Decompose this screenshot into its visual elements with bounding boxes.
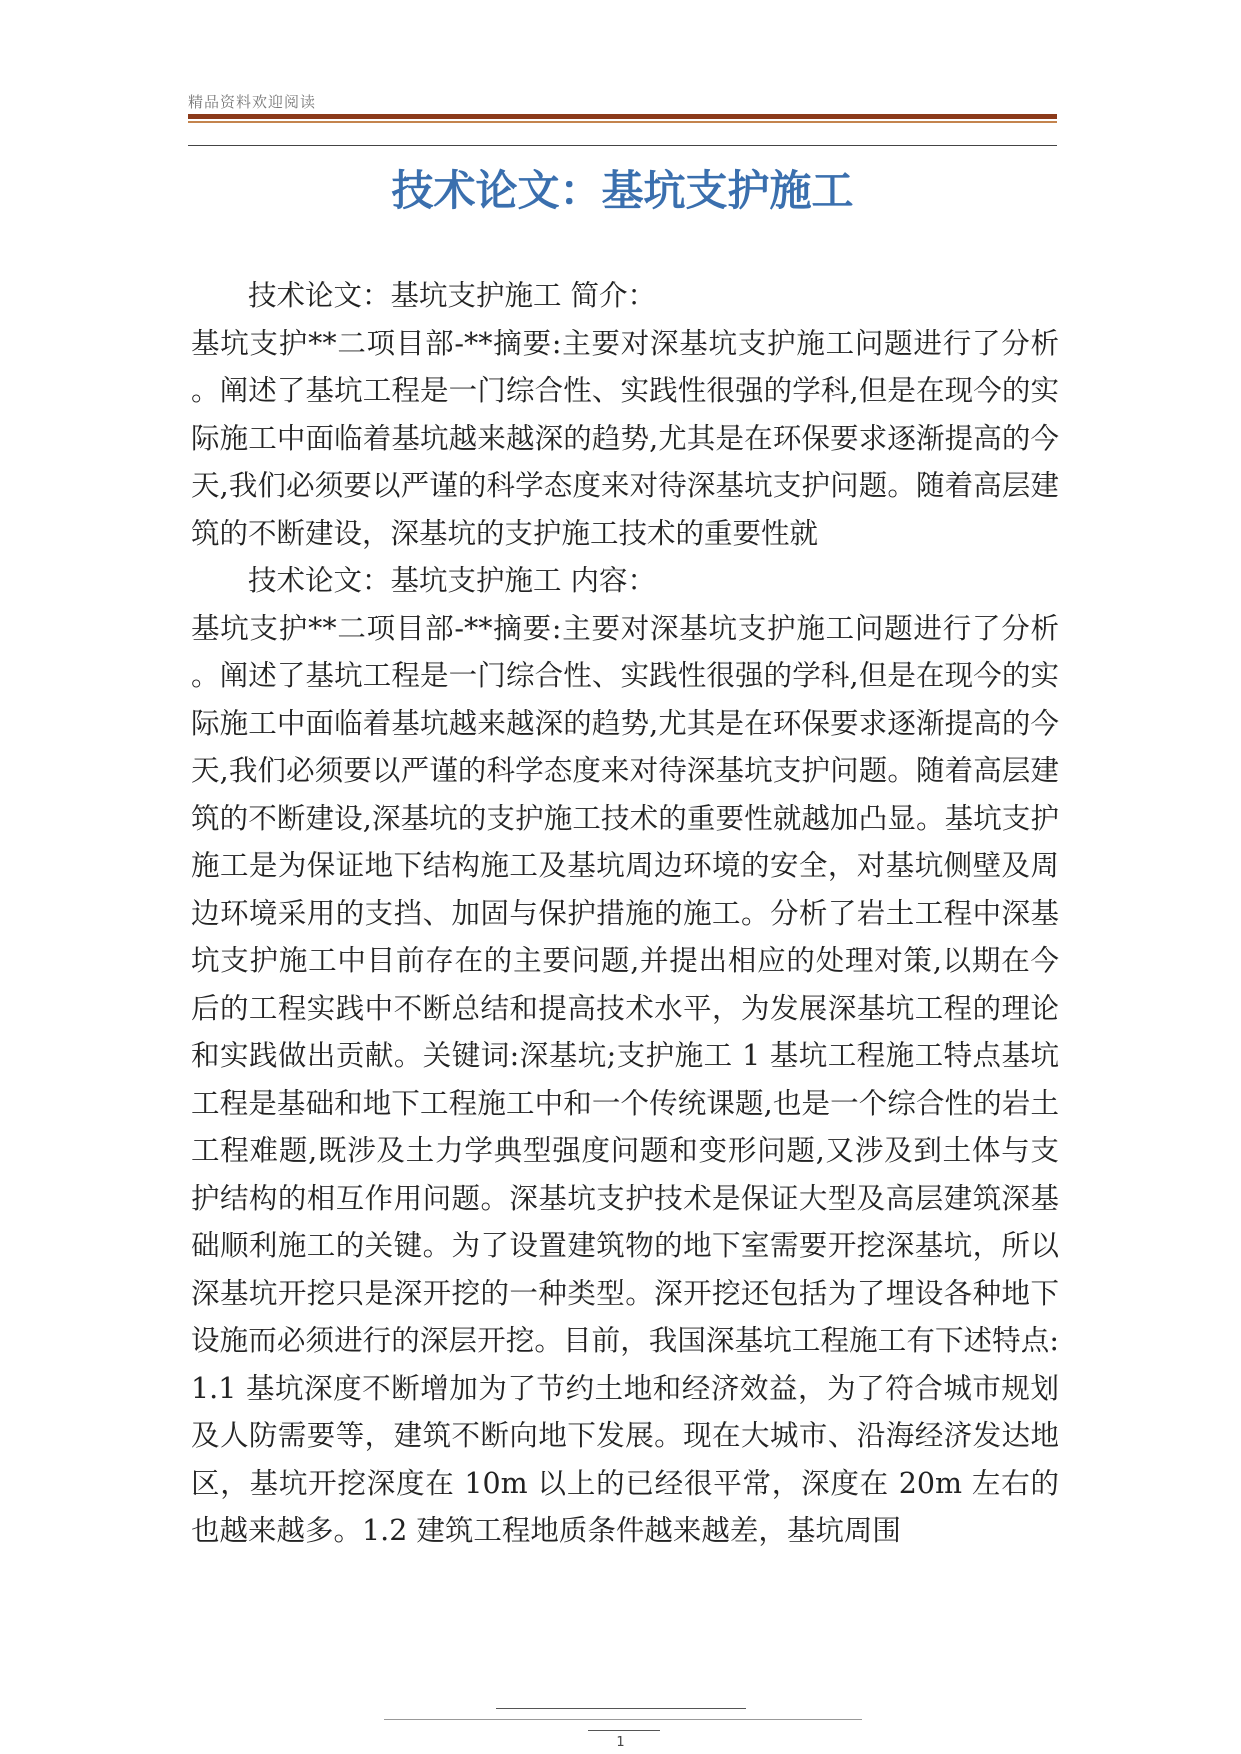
footer-rule-bottom (588, 1730, 660, 1731)
intro-paragraph: 基坑支护**二项目部-**摘要:主要对深基坑支护施工问题进行了分析。阐述了基坑工程是一门综合性、实践性很强的学科,但是在现今的实际施工中面临着基坑越来越深的趋势,尤其是在环保要求逐渐提高的今天,我们必须要以严谨的科学态度来对待深基坑支护问题。随着高层建筑的不断建设，深基坑的支护施工技术的重要性就 (191, 326, 1059, 550)
content-paragraph: 基坑支护**二项目部-**摘要:主要对深基坑支护施工问题进行了分析。阐述了基坑工程是一门综合性、实践性很强的学科,但是在现今的实际施工中面临着基坑越来越深的趋势,尤其是在环保要求逐渐提高的今天,我们必须要以严谨的科学态度来对待深基坑支护问题。随着高层建筑的不断建设,深基坑的支护施工技术的重要性就越加凸显。基坑支护施工是为保证地下结构施工及基坑周边环境的安全，对基坑侧壁及周边环境采用的支挡、加固与保护措施的施工。分析了岩土工程中深基坑支护施工中目前存在的主要问题,并提出相应的处理对策,以期在今后的工程实践中不断总结和提高技术水平，为发展深基坑工程的理论和实践做出贡献。关键词:深基坑;支护施工 1 基坑工程施工特点基坑工程是基础和地下工程施工中和一个传统课题,也是一个综合性的岩土工程难题,既涉及土力学典型强度问题和变形问题,又涉及到土体与支护结构的相互作用问题。深基坑支护技术是保证大型及高层建筑深基础顺利施工的关键。为了设置建筑物的地下室需要开挖深基坑，所以深基坑开挖只是深开挖的一种类型。深开挖还包括为了埋设各种地下设施而必须进行的深层开挖。目前，我国深基坑工程施工有下述特点:1.1 基坑深度不断增加为了节约土地和经济效益，为了符合城市规划及人防需要等，建筑不断向地下发展。现在大城市、沿海经济发达地区，基坑开挖深度在 10m 以上的已经很平常，深度在 20m 左右的也越来越多。1.2 建筑工程地质条件越来越差，基坑周围 (191, 611, 1059, 1547)
header-rule-thick (188, 114, 1057, 119)
running-header: 精品资料欢迎阅读 (188, 93, 317, 111)
intro-label: 技术论文：基坑支护施工 简介： (248, 279, 657, 312)
footer-rule-top (496, 1708, 746, 1709)
content-label: 技术论文：基坑支护施工 内容： (248, 564, 657, 597)
footer-rule-middle (384, 1719, 862, 1720)
header-rule-thin (188, 121, 1057, 123)
document-title: 技术论文：基坑支护施工 (391, 166, 854, 215)
page-number: 1 (616, 1735, 625, 1750)
document-body (191, 272, 1059, 1555)
header-rule-hairline (188, 145, 1057, 146)
